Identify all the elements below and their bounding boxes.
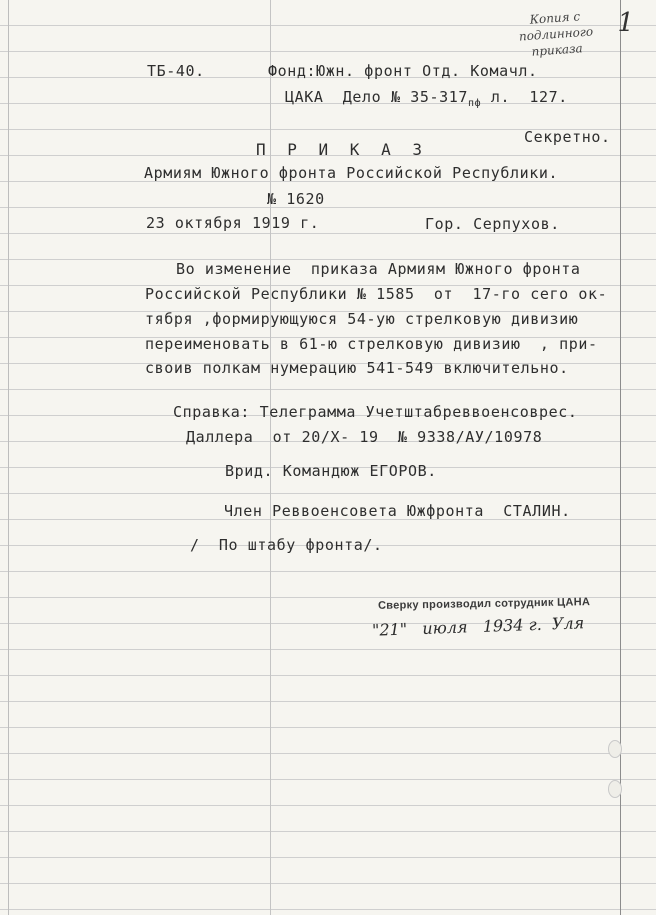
archive-delo-number: ЦАКА Дело № 35-317 xyxy=(285,88,468,106)
body-line-3: тября ,формирующуюся 54-ую стрелковую дивизию xyxy=(145,310,579,328)
document-title: П Р И К А З xyxy=(256,140,428,159)
left-margin-line xyxy=(8,0,9,915)
addressee: Армиям Южного фронта Российской Республики. xyxy=(144,164,559,182)
body-line-1: Во изменение приказа Армиям Южного фронта xyxy=(176,260,581,278)
right-margin-line xyxy=(620,0,621,915)
archive-fond: Фонд:Южн. фронт Отд. Комачл. xyxy=(268,62,538,80)
body-line-4: переименовать в 61-ю стрелковую дивизию , при- xyxy=(145,335,598,353)
verification-stamp-date: "21" июля 1934 г. Уля xyxy=(371,613,585,640)
archive-code: ТБ-40. xyxy=(147,62,205,80)
secret-mark: Секретно. xyxy=(524,128,611,146)
body-line-2: Российской Республики № 1585 от 17-го сего ок- xyxy=(145,285,608,303)
signature-commander: Врид. Командюж ЕГОРОВ. xyxy=(225,462,437,480)
punch-hole-bottom xyxy=(608,780,622,798)
handwritten-page-number: 1 xyxy=(617,8,634,38)
center-ruling-line xyxy=(270,0,271,915)
footer-line: / По штабу фронта/. xyxy=(190,536,383,554)
reference-line-1: Справка: Телеграмма Учетштабреввоенсоврес. xyxy=(173,403,578,421)
order-place: Гор. Серпухов. xyxy=(425,215,560,233)
archive-delo-suffix: пф xyxy=(467,98,482,109)
handwritten-note-line-1: Копия с xyxy=(529,9,581,27)
punch-hole-top xyxy=(608,740,622,758)
body-line-5: своив полкам нумерацию 541-549 включительно. xyxy=(145,359,569,377)
order-number: № 1620 xyxy=(267,190,325,208)
handwritten-copy-note xyxy=(494,6,617,62)
archive-list: л. 127. xyxy=(481,88,568,106)
handwritten-note-line-2: подлинного приказа xyxy=(518,24,594,59)
signature-stalin: Член Реввоенсовета Южфронта СТАЛИН. xyxy=(224,502,571,520)
verification-stamp: Сверку производил сотрудник ЦАНА xyxy=(377,596,591,612)
archive-delo xyxy=(285,88,568,109)
reference-line-2: Даллера от 20/Х- 19 № 9338/АУ/10978 xyxy=(186,428,543,446)
order-date: 23 октября 1919 г. xyxy=(146,214,320,232)
